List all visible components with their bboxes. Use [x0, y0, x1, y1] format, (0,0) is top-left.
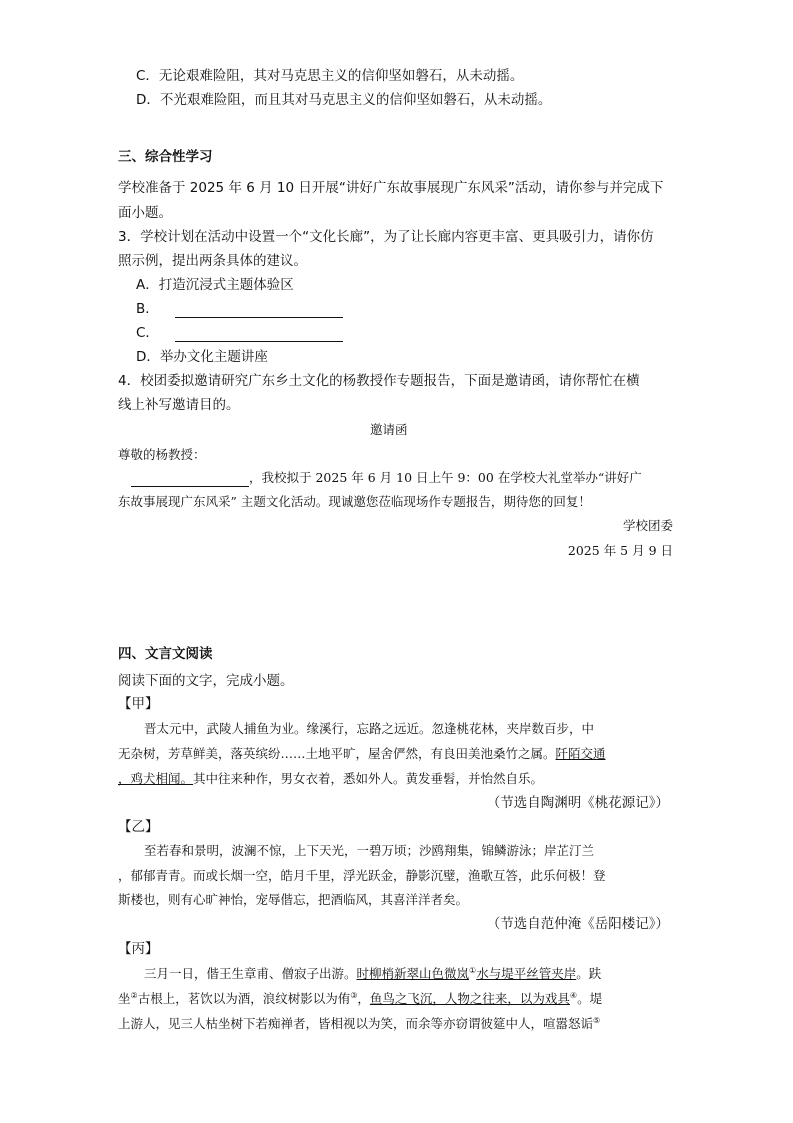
question-3: 3．学校计划在活动中设置一个“文化长廊”，为了让长廊内容更丰富、更具吸引力，请你仿: [118, 229, 654, 245]
passage-jia-line-3: [118, 770, 543, 788]
passage-bing-line-3: [118, 1015, 600, 1033]
letter-body-line-1: [131, 469, 642, 487]
letter-salutation: 尊敬的杨教授：: [118, 447, 206, 462]
passage-jia-line-1: 晋太元中，武陵人捕鱼为业。缘溪行，忘路之远近。忽逢桃花林，夹岸数百步，中: [144, 721, 595, 736]
option-d: D．不光艰难险阻，而且其对马克思主义的信仰坚如磐石，从未动摇。: [136, 92, 552, 108]
answer-blank-b[interactable]: [175, 317, 343, 318]
option-c: C．无论艰难险阻，其对马克思主义的信仰坚如磐石，从未动摇。: [136, 68, 524, 84]
question-3-cont: 照示例，提出两条具体的建议。: [118, 253, 307, 269]
passage-text: 古根上，茗饮以为酒，浪纹树影以为侑: [137, 991, 351, 1006]
letter-body-text: ，我校拟于 2025 年 6 月 10 日上午 9：00 在学校大礼堂举办“讲好广: [249, 470, 642, 485]
underlined-sentence-end: ，鸡犬相闻。: [118, 771, 194, 786]
question-4-cont: 线上补写邀请目的。: [118, 397, 240, 413]
passage-yi-source: （节选自范仲淹《岳阳楼记》）: [486, 916, 669, 932]
footnote-marker: ⑤: [593, 1015, 601, 1025]
invitation-purpose-blank[interactable]: [131, 486, 249, 487]
q3-option-c: [136, 324, 343, 342]
passage-text: 。趺: [576, 966, 602, 981]
underlined-sentence: 时柳梢新翠山色微岚: [356, 966, 470, 981]
letter-body-line-2: 东故事展现广东风采” 主题文化活动。现诚邀您莅临现场作专题报告，期待您的回复！: [118, 494, 591, 509]
passage-text: 坐: [118, 991, 131, 1006]
passage-text: 三月一日，偕王生章甫、僧寂子出游。: [144, 966, 357, 981]
passage-jia-line-2: [118, 745, 606, 763]
section-3-title: 三、综合性学习: [118, 149, 213, 165]
passage-yi-line-3: 斯楼也，则有心旷神怡，宠辱偕忘，把酒临风，其喜洋洋者矣。: [118, 892, 469, 907]
underlined-sentence: 鱼鸟之飞沉，人物之往来，以为戏具: [369, 991, 570, 1006]
passage-bing-line-2: [118, 990, 602, 1008]
section-3-intro: 学校准备于 2025 年 6 月 10 日开展“讲好广东故事展现广东风采”活动，请你参与并完成下: [118, 180, 664, 196]
q3-option-b-label: B．: [136, 301, 159, 317]
letter-title: 邀请函: [370, 422, 408, 437]
letter-date: 2025 年 5 月 9 日: [567, 543, 673, 558]
footnote-marker: ①: [469, 965, 477, 975]
passage-jia-source: （节选自陶渊明《桃花源记》）: [486, 795, 669, 811]
passage-bing-line-1: [144, 965, 601, 983]
footnote-marker: ②: [130, 990, 138, 1000]
passage-jia-label: 【甲】: [118, 696, 159, 712]
footnote-marker: ④: [569, 990, 578, 1000]
question-4: 4．校团委拟邀请研究广东乡土文化的杨教授作专题报告，下面是邀请函，请你帮忙在横: [118, 373, 640, 389]
passage-text: 。堤: [577, 991, 603, 1006]
section-3-intro-cont: 面小题。: [118, 205, 172, 221]
passage-text: 其中往来种作，男女衣着，悉如外人。黄发垂髫，并怡然自乐。: [193, 771, 544, 786]
section-4-title: 四、文言文阅读: [118, 646, 213, 662]
passage-text: 上游人，见三人枯坐树下若痴禅者，皆相视以为笑，而余等亦窃谓彼筵中人，喧嚣怒诟: [118, 1016, 594, 1031]
passage-yi-line-1: 至若春和景明，波澜不惊，上下天光，一碧万顷；沙鸥翔集，锦鳞游泳；岸芷汀兰: [144, 843, 595, 858]
passage-yi-line-2: ，郁郁青青。而或长烟一空，皓月千里，浮光跃金，静影沉璧，渔歌互答，此乐何极！登: [118, 868, 606, 883]
passage-text: 无杂树，芳草鲜美，落英缤纷……土地平旷，屋舍俨然，有良田美池桑竹之属。: [118, 746, 556, 761]
q3-option-d: D．举办文化主题讲座: [136, 349, 268, 365]
section-4-instruction: 阅读下面的文字，完成小题。: [118, 673, 294, 689]
passage-bing-label: 【丙】: [118, 941, 159, 957]
underlined-sentence: 阡陌交通: [555, 746, 606, 761]
underlined-sentence: 水与堤平丝管夹岸: [476, 966, 577, 981]
q3-option-b: [136, 300, 343, 318]
q3-option-a: A．打造沉浸式主题体验区: [136, 277, 294, 293]
footnote-marker: ③: [350, 990, 358, 1000]
passage-yi-label: 【乙】: [118, 819, 159, 835]
answer-blank-c[interactable]: [175, 341, 343, 342]
passage-text: ，: [357, 991, 370, 1006]
q3-option-c-label: C．: [136, 325, 159, 341]
letter-signer: 学校团委: [622, 518, 673, 533]
